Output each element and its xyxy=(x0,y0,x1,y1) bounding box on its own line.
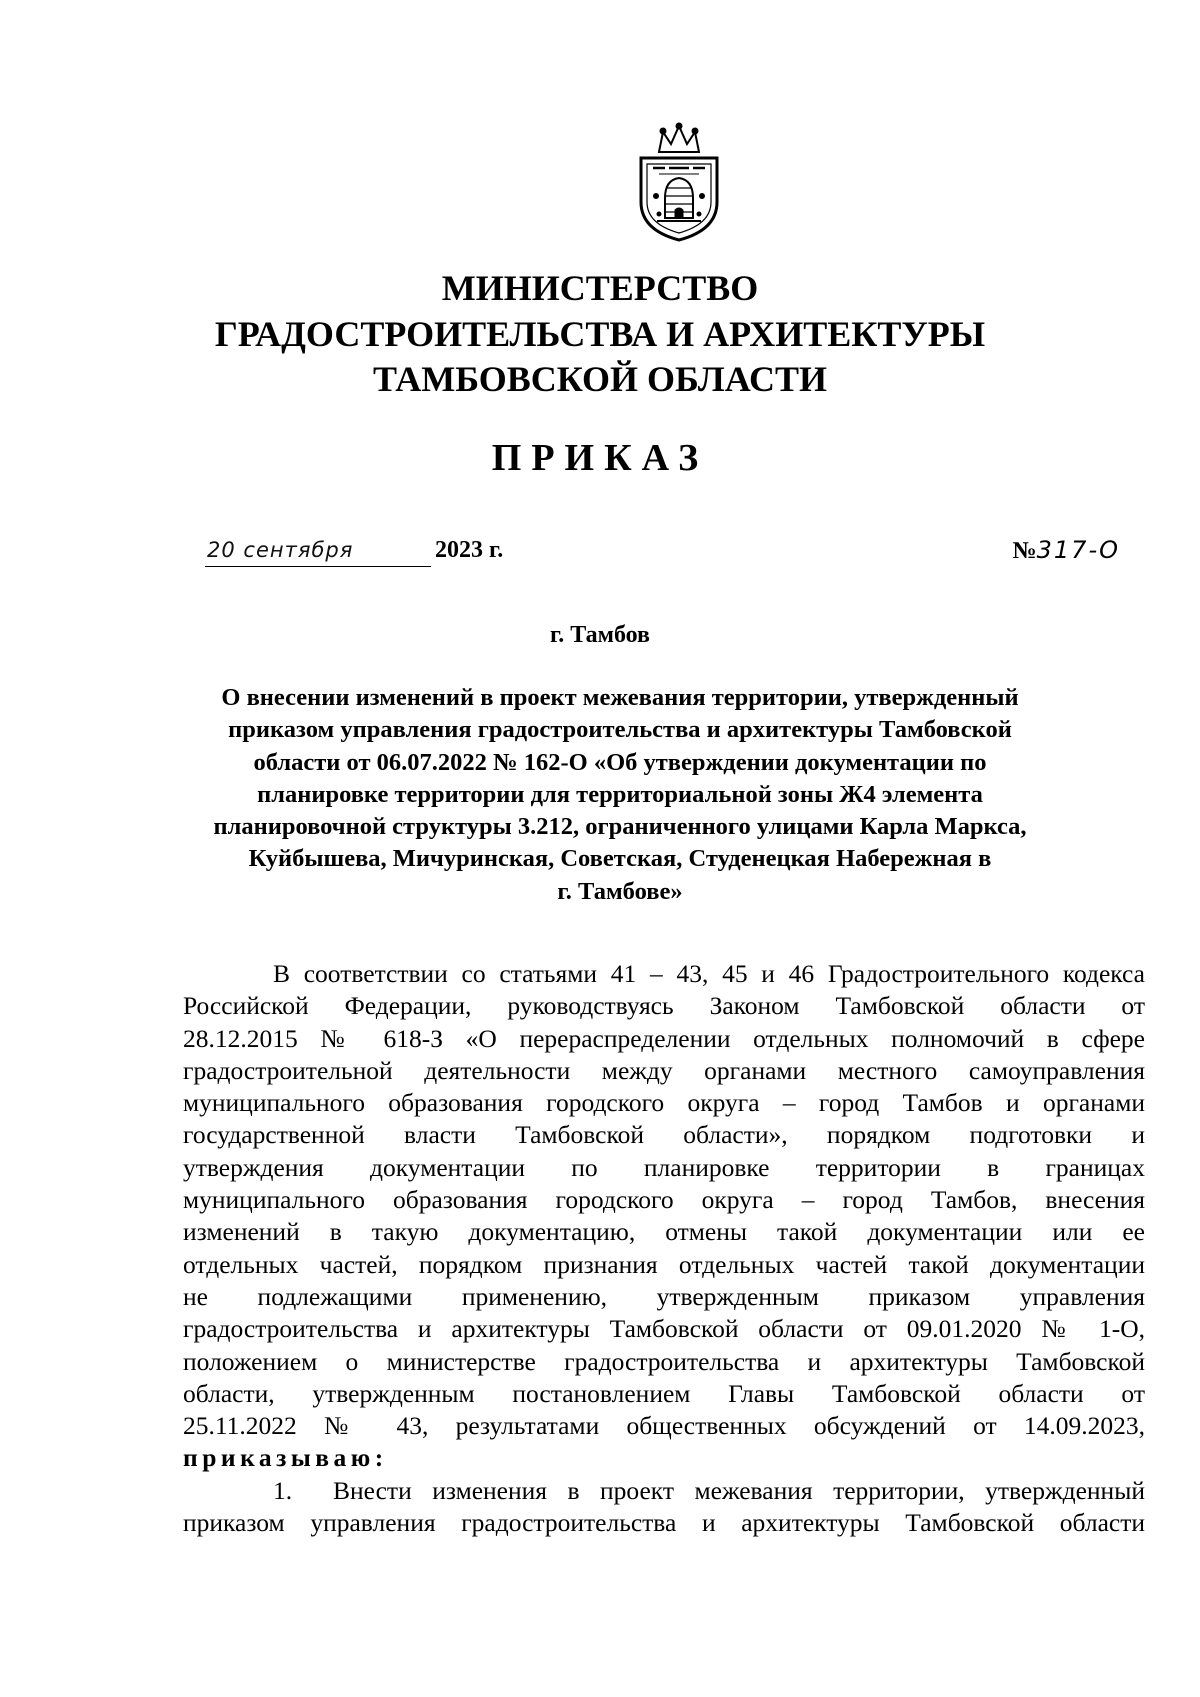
body-line: градостроительства и архитектуры Тамбовской области от 09.01.2020 № 1-О, xyxy=(183,1314,1145,1344)
ministry-name-line-1: МИНИСТЕРСТВО xyxy=(441,268,759,308)
body-line: 25.11.2022 № 43, результатами общественных обсуждений от 14.09.2023, xyxy=(183,1411,1145,1441)
handwritten-order-number: 317-О xyxy=(1036,536,1120,564)
order-year: 2023 г. xyxy=(435,537,504,563)
item-1-text: Внести изменения в проект межевания территории, утвержденный xyxy=(333,1475,1145,1505)
order-subject xyxy=(180,682,1060,908)
coat-of-arms-emblem xyxy=(629,122,729,244)
body-line: положением о министерстве градостроительства и архитектуры Тамбовской xyxy=(183,1346,1145,1376)
body-line: отдельных частей, порядком признания отдельных частей такой документации xyxy=(183,1249,1145,1279)
subject-line: планировке территории для территориальной зоны Ж4 элемента xyxy=(257,780,983,808)
subject-line: Куйбышева, Мичуринская, Советская, Студенецкая Набережная в xyxy=(248,845,992,873)
body-line: муниципального образования городского округа – город Тамбов и органами xyxy=(183,1088,1145,1118)
number-sign: № xyxy=(1012,538,1037,564)
order-date xyxy=(205,534,503,567)
body-line: муниципального образования городского округа – город Тамбов, внесения xyxy=(183,1185,1145,1215)
order-number xyxy=(1013,534,1120,567)
ministry-name-line-3: ТАМБОВСКОЙ ОБЛАСТИ xyxy=(373,359,827,399)
item-1-line-2: приказом управления градостроительства и архитектуры Тамбовской области xyxy=(183,1508,1145,1538)
subject-line: О внесении изменений в проект межевания территории, утвержденный xyxy=(221,684,1019,711)
body-line: утверждения документации по планировке территории в границах xyxy=(183,1152,1145,1182)
body-line: Российской Федерации, руководствуясь Законом Тамбовской области от xyxy=(183,991,1145,1021)
body-line: 28.12.2015 № 618-З «О перераспределении отдельных полномочий в сфере xyxy=(183,1023,1145,1053)
body-line: градостроительной деятельности между органами местного самоуправления xyxy=(183,1055,1145,1085)
subject-line: планировочной структуры 3.212, ограниченного улицами Карла Маркса, xyxy=(213,813,1027,841)
body-line: области, утвержденным постановлением Главы Тамбовской области от xyxy=(183,1378,1145,1408)
body-line: государственной власти Тамбовской области», порядком подготовки и xyxy=(183,1120,1145,1150)
body-line: изменений в такую документацию, отмены такой документации или ее xyxy=(183,1217,1145,1247)
handwritten-date: 20 сентября xyxy=(205,534,431,567)
ministry-name-line-2: ГРАДОСТРОИТЕЛЬСТВА И АРХИТЕКТУРЫ xyxy=(214,314,986,354)
order-body xyxy=(183,958,1145,1539)
decree-line xyxy=(183,1442,1145,1474)
body-line: В соответствии со статьями 41 – 43, 45 и 46 Градостроительного кодекса xyxy=(273,959,1145,988)
body-line: не подлежащими применению, утвержденным приказом управления xyxy=(183,1281,1145,1311)
document-type-title: ПРИКАЗ xyxy=(491,437,709,479)
subject-line: приказом управления градостроительства и архитектуры Тамбовской xyxy=(228,716,1012,744)
decree-word: приказываю: xyxy=(183,1443,388,1473)
item-number: 1. xyxy=(273,1475,293,1505)
item-1-line-1 xyxy=(183,1475,1145,1507)
subject-line: г. Тамбове» xyxy=(557,877,683,905)
issue-city: г. Тамбов xyxy=(550,622,650,648)
subject-line: области от 06.07.2022 № 162-О «Об утверждении документации по xyxy=(253,748,987,776)
